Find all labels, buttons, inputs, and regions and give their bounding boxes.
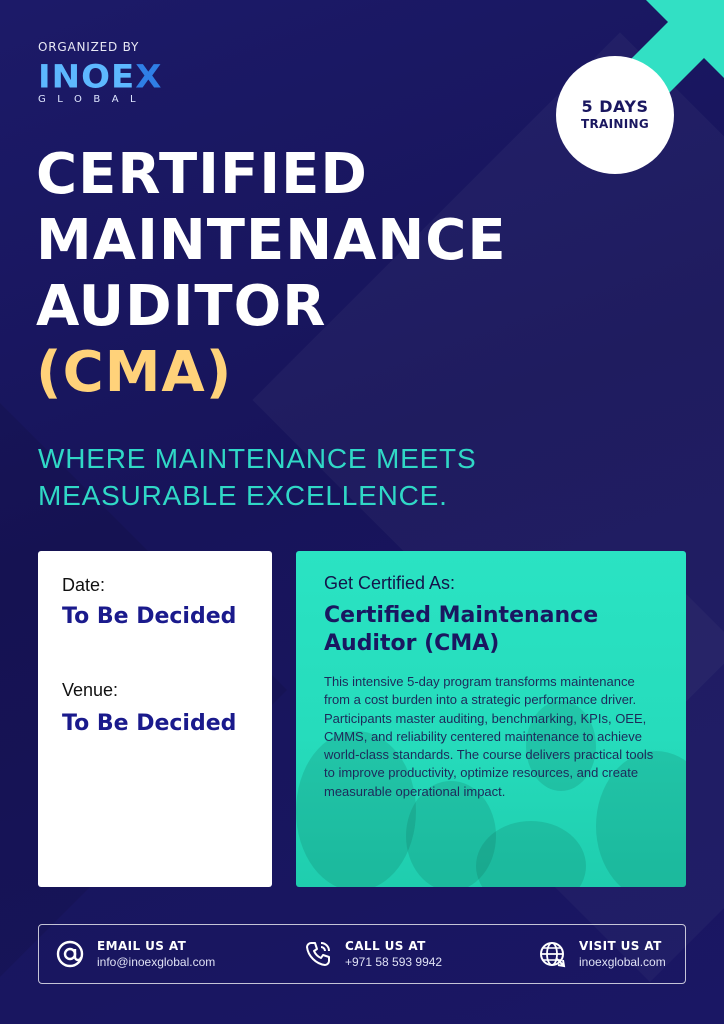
contact-bar (38, 924, 686, 984)
email-contact[interactable] (55, 925, 215, 983)
certification-heading: Get Certified As: (324, 573, 456, 593)
call-label: CALL US AT (345, 939, 426, 953)
venue-value: To Be Decided (62, 711, 237, 736)
call-contact[interactable] (303, 925, 442, 983)
phone-link[interactable]: +971 58 593 9942 (345, 955, 443, 969)
phone-icon (303, 939, 333, 969)
event-details-card (38, 551, 272, 887)
tagline: WHERE MAINTENANCE MEETS MEASURABLE EXCELLENCE. (38, 443, 477, 511)
date-value: To Be Decided (62, 604, 237, 629)
visit-label: VISIT US AT (579, 939, 662, 953)
logo-wordmark: INOEX (38, 58, 163, 96)
course-title (36, 142, 676, 406)
organized-by-label: ORGANIZED BY (38, 40, 140, 54)
badge-training: TRAINING (581, 117, 649, 131)
email-label: EMAIL US AT (97, 939, 187, 953)
website-link[interactable]: inoexglobal.com (579, 955, 666, 969)
email-link[interactable]: info@inoexglobal.com (97, 955, 216, 969)
website-contact[interactable] (537, 925, 666, 983)
date-label: Date: (62, 575, 106, 595)
globe-icon (537, 939, 567, 969)
title-abbreviation: (CMA) (36, 340, 233, 405)
certification-description: This intensive 5-day program transforms maintenance from a cost burden into a strategic performance driver. Participants master auditing, benchmarking, KPIs, OEE, CMMS, and reliability centered maintenance to achieve world-class standards. The course delivers practical tools to improve productivity, optimize resources, and create measurable operational impact. (324, 674, 654, 799)
title-line: AUDITOR (36, 274, 327, 339)
certification-name: Certified Maintenance Auditor (CMA) (324, 603, 599, 656)
at-sign-icon (55, 939, 85, 969)
logo-subtitle: GLOBAL (38, 94, 148, 105)
inoex-logo (38, 58, 162, 105)
title-line: CERTIFIED (36, 142, 368, 207)
badge-days: 5 DAYS (581, 97, 649, 116)
certification-card (296, 551, 686, 887)
venue-label: Venue: (62, 680, 119, 700)
title-line: MAINTENANCE (36, 208, 507, 273)
